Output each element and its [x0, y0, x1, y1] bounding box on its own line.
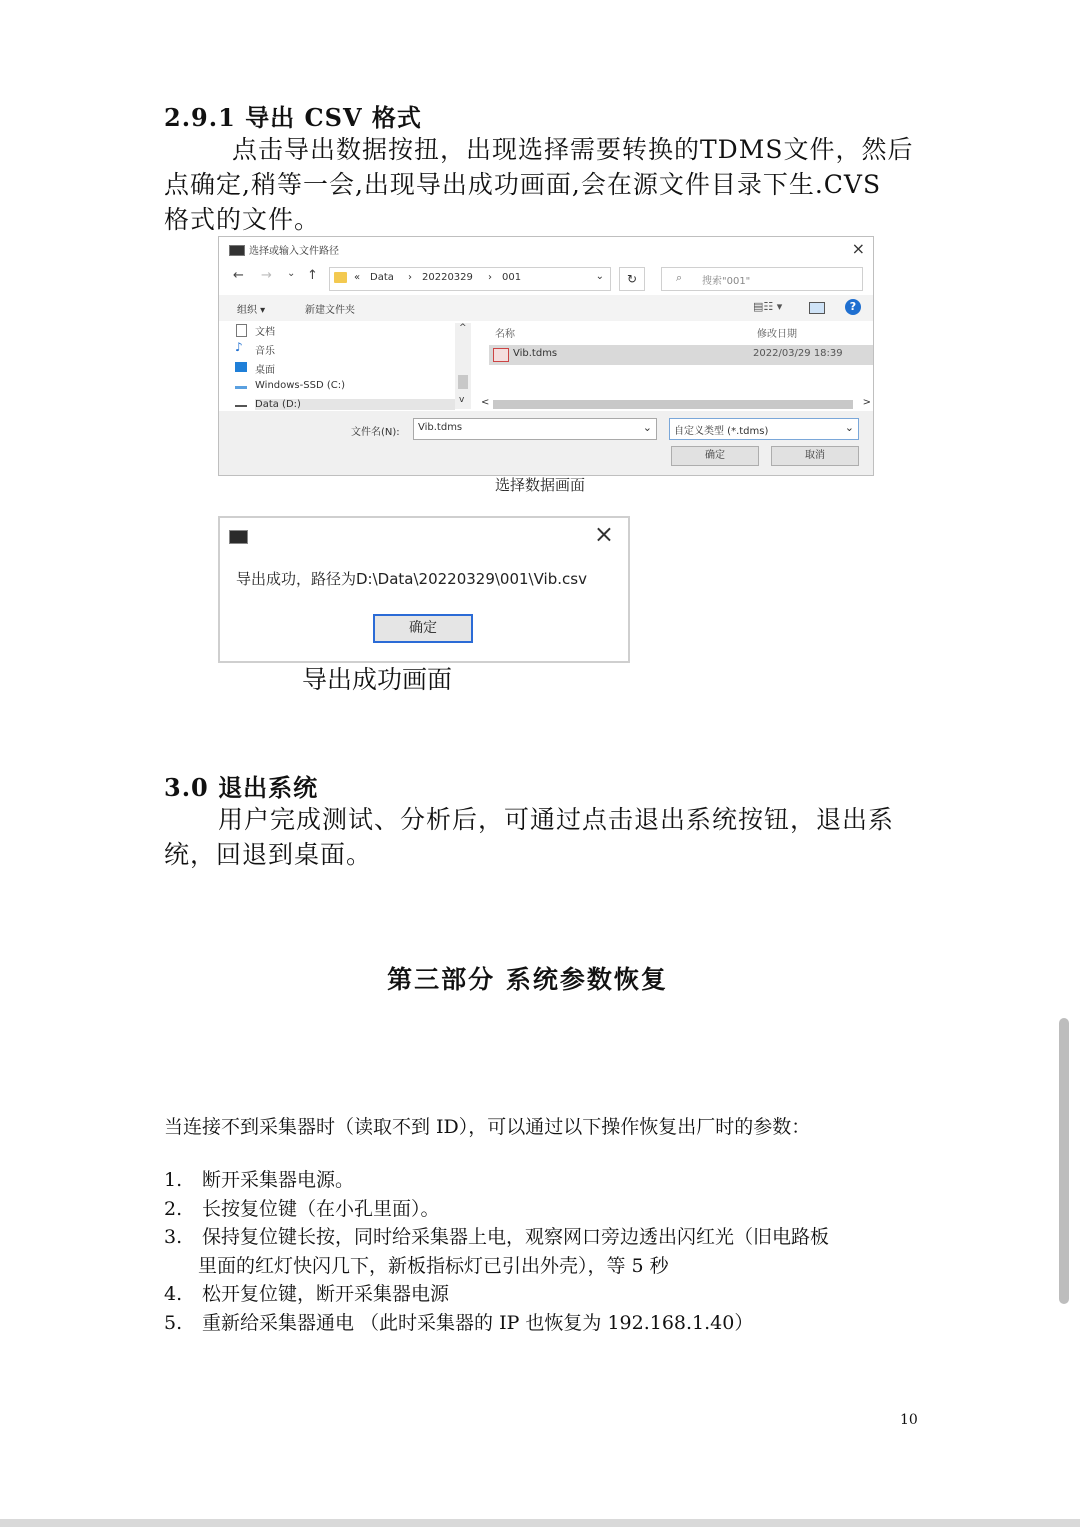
address-dropdown-icon[interactable]: ⌄ — [595, 271, 604, 282]
paragraph-line: 点击导出数据按扭，出现选择需要转换的TDMS文件，然后 — [232, 135, 914, 164]
folder-icon — [334, 272, 347, 283]
viewer-scrollbar[interactable] — [1059, 1018, 1069, 1304]
tree-item-label: 桌面 — [255, 365, 275, 376]
up-arrow-icon[interactable]: ↑ — [307, 268, 318, 283]
dialog-title: 选择或输入文件路径 — [249, 246, 339, 257]
chevron-down-icon[interactable]: ⌄ — [844, 421, 854, 434]
address-bar[interactable] — [329, 267, 611, 291]
search-icon: ⌕ — [676, 271, 683, 284]
section-3-0-paragraph — [164, 802, 894, 872]
recovery-intro: 当连接不到采集器时（读取不到 ID），可以通过以下操作恢复出厂时的参数： — [164, 1116, 811, 1138]
scroll-right-icon[interactable]: > — [862, 397, 871, 408]
viewer-bottom-bar — [0, 1519, 1080, 1527]
dialog-titlebar — [220, 518, 628, 554]
list-number: 2. — [164, 1197, 183, 1220]
section-heading-3-0: 3.0 退出系统 — [164, 773, 319, 802]
forward-arrow-icon[interactable]: → — [261, 268, 272, 283]
list-text: 松开复位键，断开采集器电源 — [202, 1283, 450, 1305]
tree-item-c-drive[interactable] — [255, 380, 345, 391]
tree-item-label: 文档 — [255, 327, 275, 338]
tree-scrollbar[interactable] — [455, 323, 471, 409]
list-number: 5. — [164, 1311, 183, 1334]
caption-export-success: 导出成功画面 — [302, 665, 453, 694]
search-placeholder: 搜索"001" — [702, 276, 751, 287]
navigation-tree — [219, 323, 469, 410]
tree-item-music[interactable] — [235, 340, 275, 357]
list-item — [164, 1223, 829, 1252]
tree-item-d-drive[interactable] — [255, 399, 455, 410]
part-three-title: 第三部分 系统参数恢复 — [387, 965, 668, 994]
search-input[interactable] — [661, 267, 863, 291]
scroll-up-icon[interactable]: ^ — [459, 323, 467, 333]
caption-select-data: 选择数据画面 — [494, 476, 585, 494]
list-item — [164, 1280, 829, 1309]
file-chooser-dialog — [218, 236, 874, 476]
paragraph-line: 统，回退到桌面。 — [164, 840, 373, 869]
paragraph-line: 用户完成测试、分析后，可通过点击退出系统按钮，退出系 — [218, 805, 895, 834]
filename-label: 文件名(N): — [351, 427, 400, 438]
list-number: 3. — [164, 1226, 183, 1248]
tree-item-desktop[interactable] — [255, 361, 275, 376]
list-item-continuation: 里面的红灯快闪几下，新板指标灯已引出外壳），等 5 秒 — [198, 1254, 669, 1277]
tdms-file-icon — [493, 348, 509, 362]
filetype-value: 自定义类型 (*.tdms) — [674, 426, 769, 437]
breadcrumb-data[interactable]: Data — [370, 272, 394, 283]
filename-input[interactable] — [413, 418, 657, 440]
drive-icon — [235, 400, 247, 407]
ok-button[interactable]: 确定 — [373, 614, 473, 643]
dialog-body — [220, 554, 628, 661]
list-item — [164, 1166, 829, 1195]
preview-pane-icon[interactable] — [809, 302, 825, 314]
file-row[interactable] — [489, 345, 873, 365]
page-number: 10 — [900, 1412, 918, 1428]
document-icon — [236, 324, 247, 337]
file-date: 2022/03/29 18:39 — [753, 348, 843, 359]
tree-item-label: Windows-SSD (C:) — [255, 380, 345, 391]
paragraph-line: 点确定,稍等一会,出现导出成功画面,会在源文件目录下生.CVS — [164, 170, 882, 199]
list-item — [164, 1195, 829, 1224]
list-number: 1. — [164, 1169, 183, 1191]
recent-dropdown-icon[interactable]: ⌄ — [287, 268, 296, 279]
scroll-left-icon[interactable]: < — [481, 397, 490, 408]
cancel-button[interactable]: 取消 — [771, 446, 859, 466]
file-list — [481, 323, 873, 403]
breadcrumb-separator: › — [488, 272, 492, 283]
filename-value: Vib.tdms — [418, 422, 463, 433]
scroll-down-icon[interactable]: v — [459, 395, 465, 405]
list-text: 保持复位键长按，同时给采集器上电，观察网口旁边透出闪红光（旧电路板 — [202, 1226, 830, 1248]
recovery-steps-list — [164, 1166, 829, 1337]
music-icon: ♪ — [235, 340, 243, 354]
breadcrumb-001[interactable]: 001 — [502, 272, 522, 283]
chevron-down-icon[interactable]: ⌄ — [642, 421, 652, 434]
breadcrumb-overflow[interactable]: « — [354, 272, 361, 283]
scroll-thumb[interactable] — [493, 400, 853, 409]
breadcrumb-date-folder[interactable]: 20220329 — [422, 272, 473, 283]
desktop-icon — [235, 362, 247, 372]
list-number: 4. — [164, 1283, 183, 1305]
new-folder-button[interactable]: 新建文件夹 — [305, 305, 355, 316]
refresh-icon[interactable]: ↻ — [619, 267, 645, 291]
tree-item-label: 音乐 — [255, 346, 275, 357]
help-icon[interactable]: ? — [845, 299, 861, 315]
file-name: Vib.tdms — [513, 348, 558, 359]
file-list-hscrollbar[interactable] — [477, 397, 873, 411]
list-text: 重新给采集器通电 （此时采集器的 IP 也恢复为 192.168.1.40） — [202, 1311, 754, 1334]
app-icon — [229, 530, 248, 544]
dialog-toolbar — [219, 295, 873, 321]
view-options-icon[interactable]: ▤☷ ▾ — [753, 300, 783, 313]
dialog-titlebar — [219, 237, 873, 261]
navigation-bar — [219, 265, 873, 291]
column-header-name[interactable]: 名称 — [495, 329, 515, 340]
scroll-thumb[interactable] — [458, 375, 468, 389]
section-heading-2-9-1: 2.9.1 导出 CSV 格式 — [164, 103, 422, 132]
list-text: 断开采集器电源。 — [202, 1169, 355, 1191]
section-2-9-1-paragraph — [164, 132, 913, 237]
export-success-dialog — [218, 516, 630, 663]
list-text: 长按复位键（在小孔里面）。 — [202, 1197, 440, 1220]
back-arrow-icon[interactable]: ← — [233, 268, 244, 283]
success-message: 导出成功，路径为D:\Data\20220329\001\Vib.csv — [236, 570, 587, 588]
organize-button[interactable]: 组织 ▾ — [237, 305, 266, 316]
paragraph-line: 格式的文件。 — [164, 205, 321, 234]
ok-button[interactable]: 确定 — [671, 446, 759, 466]
tree-item-label: Data (D:) — [255, 399, 301, 410]
close-icon[interactable]: × — [851, 239, 865, 258]
dialog-footer — [219, 411, 873, 475]
app-icon — [229, 245, 245, 256]
breadcrumb-separator: › — [408, 272, 412, 283]
drive-icon — [235, 381, 247, 389]
filetype-select[interactable] — [669, 418, 859, 440]
close-icon[interactable]: × — [593, 520, 614, 548]
tree-item-documents[interactable] — [255, 323, 275, 338]
column-header-modified[interactable]: 修改日期 — [757, 329, 797, 340]
list-item — [164, 1309, 829, 1338]
